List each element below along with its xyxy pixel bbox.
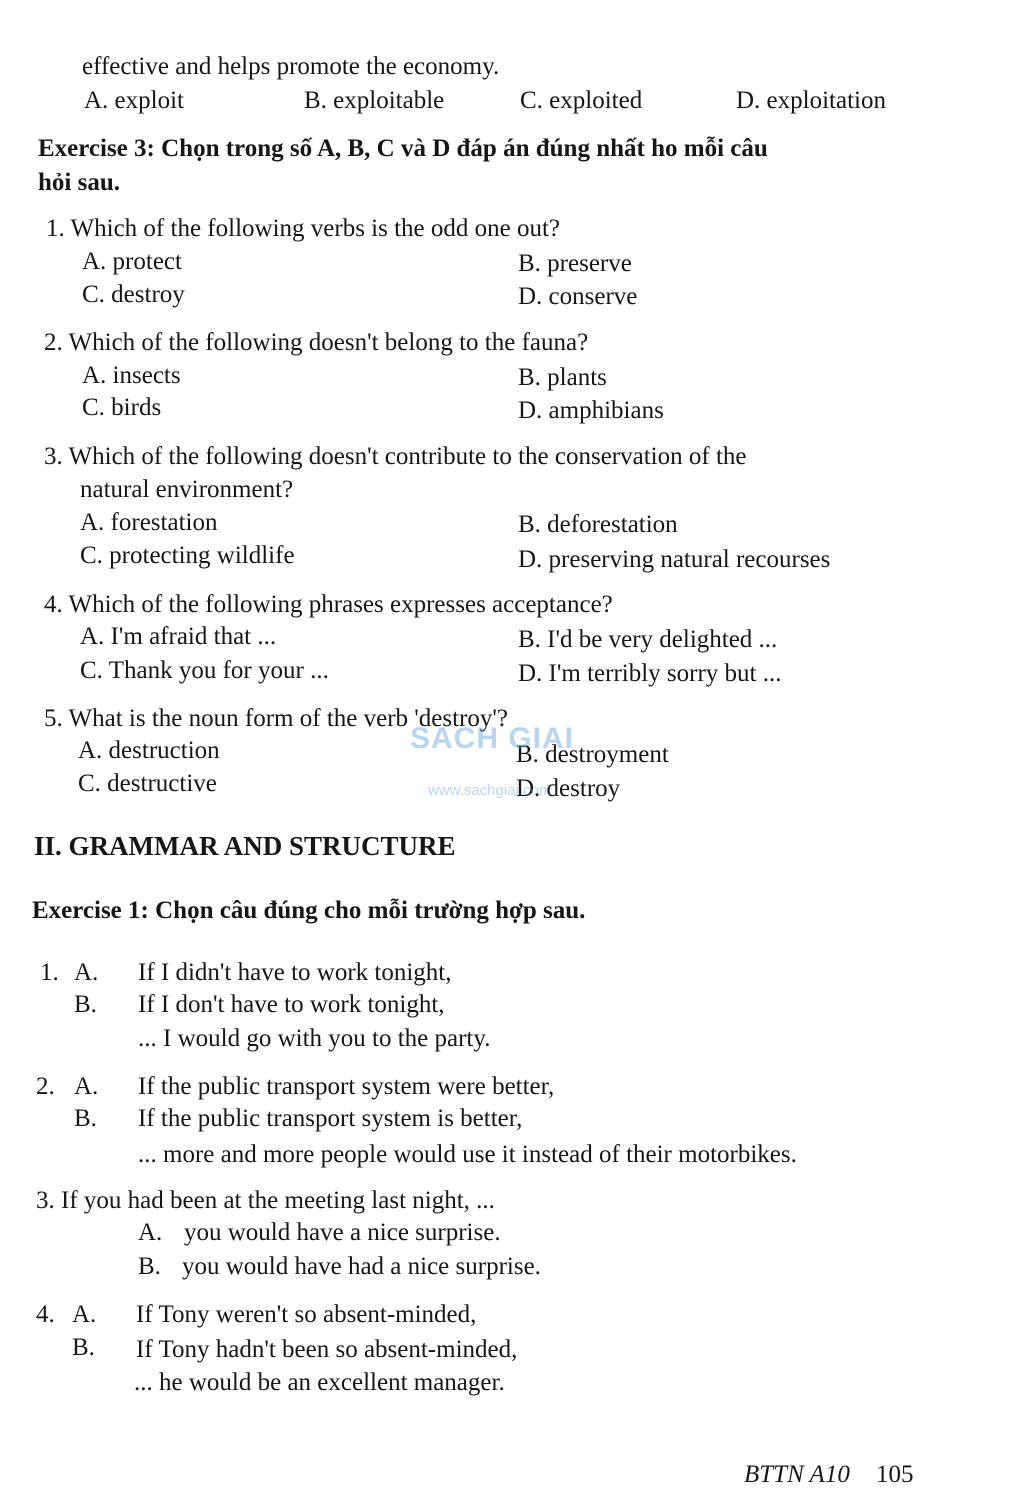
q2-option-a: A. insects bbox=[82, 362, 181, 389]
choice-b: you would have had a nice surprise. bbox=[182, 1253, 541, 1280]
exercise-title: Exercise 1: Chọn câu đúng cho mỗi trường hợp sau. bbox=[32, 897, 586, 924]
sentence-continuation: ... he would be an excellent manager. bbox=[134, 1369, 505, 1396]
choice-label-b: B. bbox=[138, 1253, 161, 1280]
book-code: BTTN A10 bbox=[744, 1461, 850, 1488]
option-a: A. exploit bbox=[84, 87, 184, 114]
q2-option-d: D. amphibians bbox=[518, 397, 664, 424]
question-3-cont: natural environment? bbox=[80, 476, 294, 503]
q4-option-a: A. I'm afraid that ... bbox=[80, 623, 277, 650]
choice-label-b: B. bbox=[72, 1334, 95, 1361]
question-3: 3. Which of the following doesn't contribute to the conservation of the bbox=[44, 443, 747, 470]
question-5: 5. What is the noun form of the verb 'destroy'? bbox=[44, 705, 508, 732]
choice-a: If the public transport system were better, bbox=[138, 1073, 555, 1100]
exercise-title-cont: hỏi sau. bbox=[38, 169, 120, 196]
q1-option-b: B. preserve bbox=[518, 250, 632, 277]
page-number: 105 bbox=[876, 1461, 914, 1488]
choice-a: If I didn't have to work tonight, bbox=[138, 959, 452, 986]
q1-option-a: A. protect bbox=[82, 248, 182, 275]
q5-option-a: A. destruction bbox=[78, 737, 220, 764]
sentence-continuation: ... I would go with you to the party. bbox=[138, 1025, 491, 1052]
choice-a: If Tony weren't so absent-minded, bbox=[136, 1301, 477, 1328]
choice-b: If I don't have to work tonight, bbox=[138, 991, 445, 1018]
q5-option-d: D. destroy bbox=[516, 775, 621, 802]
sentence-continuation: ... more and more people would use it instead of their motorbikes. bbox=[138, 1141, 797, 1168]
q3-option-c: C. protecting wildlife bbox=[80, 542, 295, 569]
section-title: II. GRAMMAR AND STRUCTURE bbox=[34, 831, 456, 861]
q5-option-b: B. destroyment bbox=[516, 741, 669, 768]
option-d: D. exploitation bbox=[736, 87, 886, 114]
q1-option-c: C. destroy bbox=[82, 281, 185, 308]
q4-option-b: B. I'd be very delighted ... bbox=[518, 626, 778, 653]
q2-option-c: C. birds bbox=[82, 394, 162, 421]
choice-b: If the public transport system is better, bbox=[138, 1105, 523, 1132]
q5-option-c: C. destructive bbox=[78, 770, 217, 797]
choice-label-a: A. bbox=[74, 1073, 99, 1100]
choice-label-b: B. bbox=[74, 991, 97, 1018]
item-stem: 3. If you had been at the meeting last night, ... bbox=[36, 1187, 495, 1214]
choice-a: you would have a nice surprise. bbox=[184, 1219, 501, 1246]
question-2: 2. Which of the following doesn't belong to the fauna? bbox=[44, 329, 589, 356]
watermark-brand: SACH GIAI bbox=[410, 722, 575, 755]
choice-label-b: B. bbox=[74, 1105, 97, 1132]
item-number: 2. bbox=[36, 1073, 55, 1100]
choice-label-a: A. bbox=[138, 1219, 163, 1246]
q2-option-b: B. plants bbox=[518, 364, 607, 391]
option-b: B. exploitable bbox=[304, 87, 445, 114]
q4-option-d: D. I'm terribly sorry but ... bbox=[518, 660, 782, 687]
q3-option-a: A. forestation bbox=[80, 509, 218, 536]
question-1: 1. Which of the following verbs is the odd one out? bbox=[46, 215, 561, 242]
choice-label-a: A. bbox=[72, 1301, 97, 1328]
exercise-title: Exercise 3: Chọn trong số A, B, C và D đáp án đúng nhất ho mỗi câu bbox=[38, 135, 768, 162]
item-number: 4. bbox=[36, 1301, 55, 1328]
q3-option-d: D. preserving natural recourses bbox=[518, 546, 831, 573]
choice-b: If Tony hadn't been so absent-minded, bbox=[136, 1336, 518, 1363]
choice-label-a: A. bbox=[74, 959, 99, 986]
item-number: 1. bbox=[40, 959, 59, 986]
option-c: C. exploited bbox=[520, 87, 643, 114]
text-line: effective and helps promote the economy. bbox=[82, 53, 500, 80]
watermark-url: www.sachgiai.com bbox=[428, 782, 552, 799]
q4-option-c: C. Thank you for your ... bbox=[80, 657, 329, 684]
question-4: 4. Which of the following phrases expresses acceptance? bbox=[44, 591, 613, 618]
q1-option-d: D. conserve bbox=[518, 283, 638, 310]
q3-option-b: B. deforestation bbox=[518, 511, 678, 538]
